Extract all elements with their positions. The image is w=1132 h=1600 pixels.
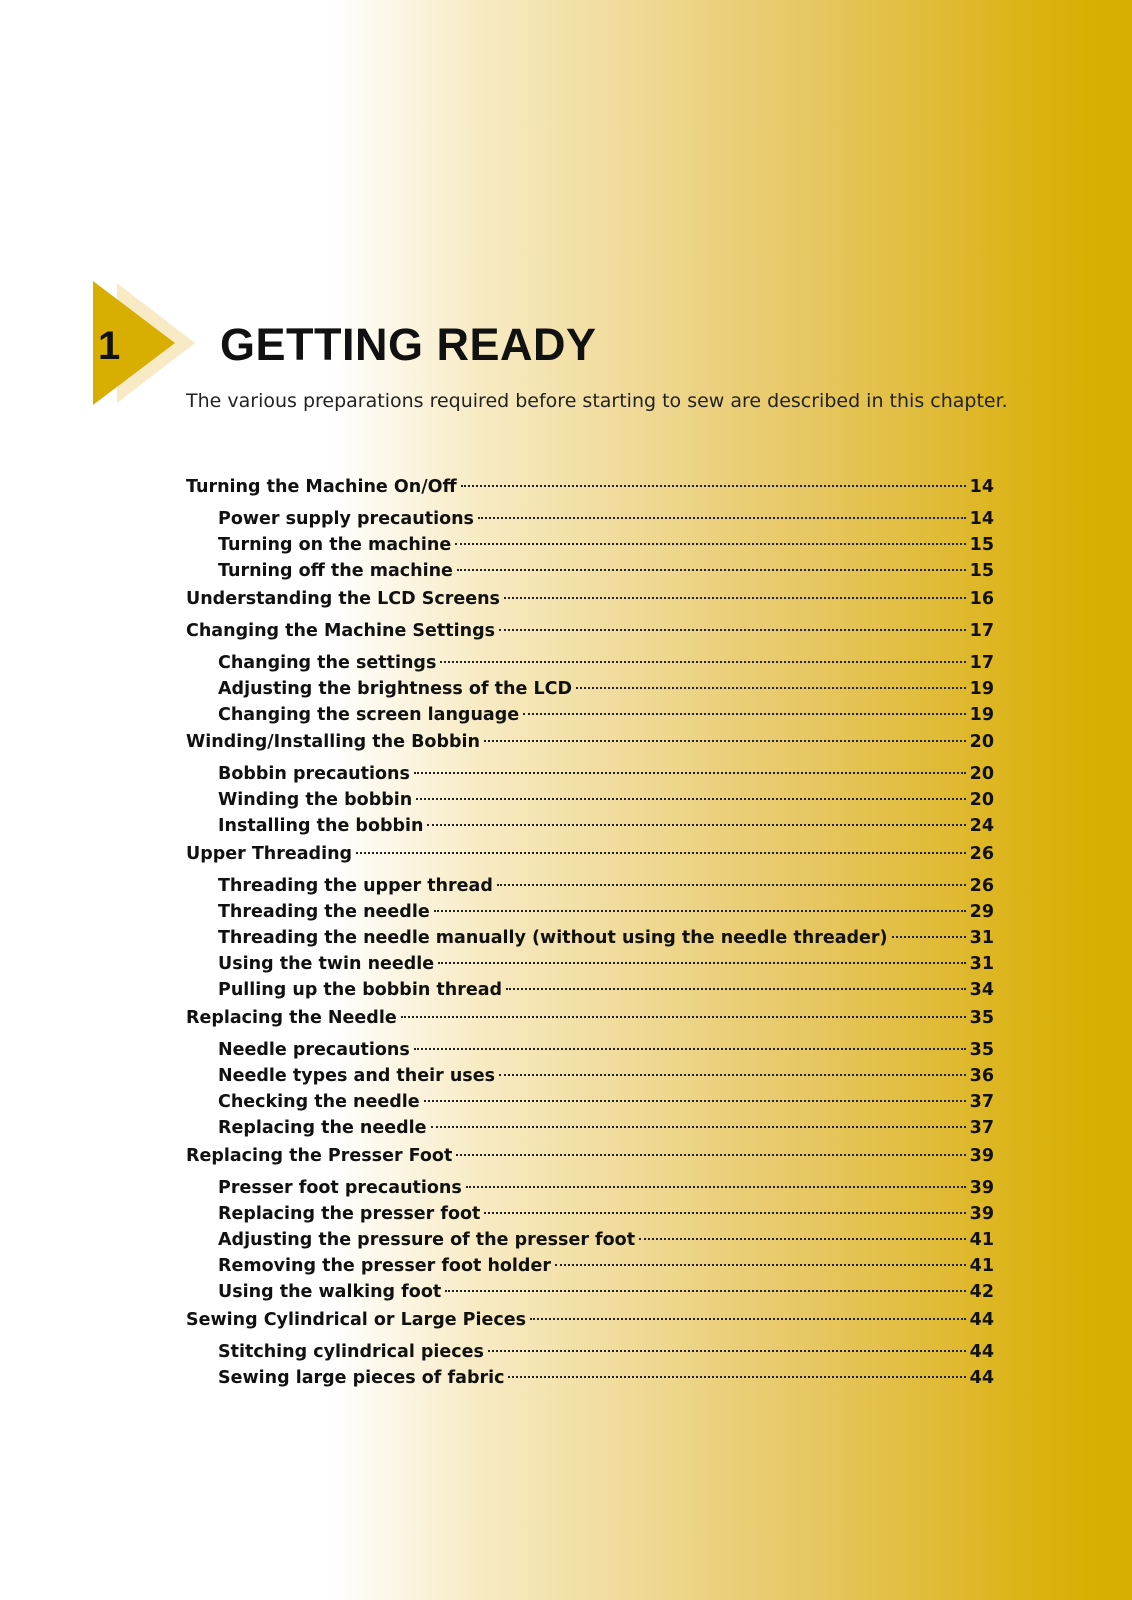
toc-entry[interactable] (218, 532, 994, 558)
toc-subsection-title: Threading the upper thread (218, 876, 493, 896)
toc-entry[interactable] (218, 1339, 994, 1365)
toc-page-number: 44 (969, 1342, 994, 1362)
toc-subsection-title: Removing the presser foot holder (218, 1256, 551, 1276)
toc-subsection-title: Turning off the machine (218, 561, 453, 581)
toc-page-number: 19 (969, 705, 994, 725)
toc-entry[interactable] (186, 729, 994, 755)
toc-entry[interactable] (218, 873, 994, 899)
toc-dot-leader (506, 988, 966, 990)
toc-subsection-title: Installing the bobbin (218, 816, 424, 836)
toc-page-number: 17 (969, 653, 994, 673)
toc-entry[interactable] (218, 951, 994, 977)
toc-entry[interactable] (218, 1063, 994, 1089)
toc-entry[interactable] (218, 761, 994, 787)
toc-subsection-title: Bobbin precautions (218, 764, 410, 784)
toc-subsection-title: Changing the settings (218, 653, 437, 673)
toc-page-number: 44 (969, 1368, 994, 1388)
toc-entry[interactable] (218, 977, 994, 1003)
toc-dot-leader (461, 485, 966, 487)
toc-dot-leader (484, 740, 966, 742)
toc-entry[interactable] (218, 1089, 994, 1115)
toc-section-title: Replacing the Presser Foot (186, 1146, 453, 1166)
toc-subsection-title: Power supply precautions (218, 509, 474, 529)
toc-dot-leader (555, 1264, 966, 1266)
toc-entry[interactable] (218, 1175, 994, 1201)
toc-page-number: 41 (969, 1230, 994, 1250)
toc-section-title: Winding/Installing the Bobbin (186, 732, 480, 752)
toc-entry[interactable] (186, 1307, 994, 1333)
toc-page-number: 29 (969, 902, 994, 922)
toc-page-number: 19 (969, 679, 994, 699)
toc-page-number: 35 (969, 1008, 994, 1028)
toc-dot-leader (504, 597, 966, 599)
toc-subsection-title: Checking the needle (218, 1092, 420, 1112)
toc-subsection-title: Threading the needle manually (without using the needle threader) (218, 928, 888, 948)
toc-subsection-title: Replacing the presser foot (218, 1204, 481, 1224)
chapter-number: 1 (98, 324, 121, 368)
toc-dot-leader (508, 1376, 965, 1378)
toc-page-number: 24 (969, 816, 994, 836)
toc-entry[interactable] (218, 1279, 994, 1305)
toc-subsection-title: Presser foot precautions (218, 1178, 462, 1198)
toc-entry[interactable] (218, 506, 994, 532)
toc-subsection-title: Threading the needle (218, 902, 430, 922)
toc-dot-leader (499, 629, 966, 631)
toc-dot-leader (445, 1290, 965, 1292)
toc-entry[interactable] (218, 676, 994, 702)
toc-subsection-title: Sewing large pieces of fabric (218, 1368, 505, 1388)
toc-entry[interactable] (186, 841, 994, 867)
chapter-title: GETTING READY (220, 319, 597, 370)
toc-page-number: 20 (969, 764, 994, 784)
toc-dot-leader (478, 517, 966, 519)
toc-entry[interactable] (218, 899, 994, 925)
toc-page-number: 14 (969, 477, 994, 497)
toc-section-title: Turning the Machine On/Off (186, 477, 457, 497)
toc-dot-leader (455, 543, 965, 545)
toc-page-number: 37 (969, 1092, 994, 1112)
toc-dot-leader (431, 1126, 966, 1128)
toc-dot-leader (576, 687, 966, 689)
toc-page-number: 20 (969, 732, 994, 752)
toc-page-number: 39 (969, 1204, 994, 1224)
toc-subsection-title: Winding the bobbin (218, 790, 413, 810)
toc-subsection-title: Stitching cylindrical pieces (218, 1342, 484, 1362)
toc-dot-leader (416, 798, 965, 800)
toc-subsection-title: Using the twin needle (218, 954, 435, 974)
toc-entry[interactable] (218, 1115, 994, 1141)
toc-entry[interactable] (218, 813, 994, 839)
toc-dot-leader (488, 1350, 966, 1352)
toc-dot-leader (356, 852, 966, 854)
toc-page-number: 26 (969, 876, 994, 896)
toc-subsection-title: Turning on the machine (218, 535, 452, 555)
toc-page-number: 31 (969, 954, 994, 974)
toc-page-number: 39 (969, 1178, 994, 1198)
toc-page-number: 41 (969, 1256, 994, 1276)
toc-entry[interactable] (186, 474, 994, 500)
toc-subsection-title: Replacing the needle (218, 1118, 427, 1138)
toc-page-number: 35 (969, 1040, 994, 1060)
toc-page-number: 37 (969, 1118, 994, 1138)
toc-entry[interactable] (218, 1227, 994, 1253)
toc-entry[interactable] (218, 1037, 994, 1063)
toc-section-title: Upper Threading (186, 844, 353, 864)
toc-dot-leader (414, 772, 966, 774)
toc-dot-leader (456, 1154, 965, 1156)
toc-dot-leader (424, 1100, 966, 1102)
toc-dot-leader (457, 569, 966, 571)
toc-subsection-title: Pulling up the bobbin thread (218, 980, 503, 1000)
toc-page-number: 15 (969, 561, 994, 581)
toc-page-number: 20 (969, 790, 994, 810)
toc-page-number: 36 (969, 1066, 994, 1086)
toc-page-number: 34 (969, 980, 994, 1000)
toc-dot-leader (440, 661, 965, 663)
toc-subsection-title: Adjusting the pressure of the presser foot (218, 1230, 636, 1250)
toc-dot-leader (414, 1048, 966, 1050)
toc-entry[interactable] (186, 618, 994, 644)
toc-subsection-title: Adjusting the brightness of the LCD (218, 679, 572, 699)
toc-page-number: 31 (969, 928, 994, 948)
toc-entry[interactable] (218, 558, 994, 584)
toc-dot-leader (484, 1212, 965, 1214)
toc-section-title: Replacing the Needle (186, 1008, 397, 1028)
toc-section-title: Changing the Machine Settings (186, 621, 496, 641)
toc-entry[interactable] (218, 787, 994, 813)
toc-dot-leader (466, 1186, 966, 1188)
toc-entry[interactable] (186, 586, 994, 612)
toc-entry[interactable] (218, 1365, 994, 1391)
toc-entry[interactable] (218, 650, 994, 676)
toc-dot-leader (530, 1318, 966, 1320)
toc-dot-leader (497, 884, 966, 886)
toc-page-number: 14 (969, 509, 994, 529)
toc-entry[interactable] (218, 925, 994, 951)
toc-dot-leader (499, 1074, 966, 1076)
toc-dot-leader (434, 910, 966, 912)
chapter-intro: The various preparations required before starting to sew are described in this chapter. (186, 390, 1008, 412)
toc-subsection-title: Needle precautions (218, 1040, 410, 1060)
toc-page-number: 16 (969, 589, 994, 609)
toc-section-title: Understanding the LCD Screens (186, 589, 500, 609)
toc-entry[interactable] (186, 1005, 994, 1031)
toc-entry[interactable] (218, 702, 994, 728)
toc-page-number: 17 (969, 621, 994, 641)
toc-page-number: 39 (969, 1146, 994, 1166)
toc-dot-leader (427, 824, 965, 826)
toc-dot-leader (523, 713, 966, 715)
toc-section-title: Sewing Cylindrical or Large Pieces (186, 1310, 527, 1330)
toc-subsection-title: Needle types and their uses (218, 1066, 496, 1086)
toc-entry[interactable] (218, 1201, 994, 1227)
toc-dot-leader (892, 936, 966, 938)
toc-dot-leader (438, 962, 965, 964)
toc-subsection-title: Using the walking foot (218, 1282, 442, 1302)
toc-page-number: 26 (969, 844, 994, 864)
toc-dot-leader (639, 1238, 966, 1240)
toc-subsection-title: Changing the screen language (218, 705, 520, 725)
toc-page-number: 15 (969, 535, 994, 555)
toc-entry[interactable] (218, 1253, 994, 1279)
toc-dot-leader (401, 1016, 966, 1018)
toc-entry[interactable] (186, 1143, 994, 1169)
toc-page-number: 42 (969, 1282, 994, 1302)
toc-page-number: 44 (969, 1310, 994, 1330)
